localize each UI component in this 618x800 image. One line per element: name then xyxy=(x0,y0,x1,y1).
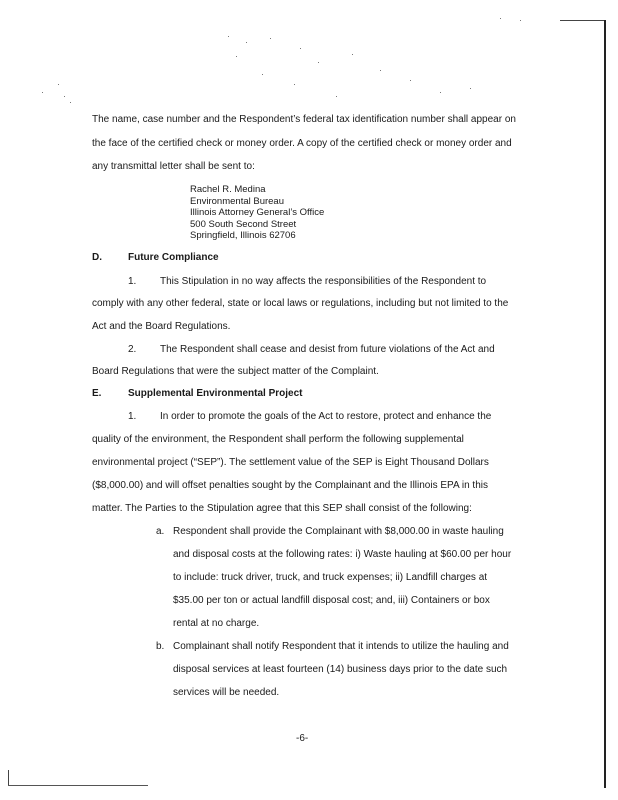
section-e-p1-line: quality of the environment, the Respondent shall perform the following supplemental xyxy=(92,434,464,445)
address-line: Environmental Bureau xyxy=(190,195,284,207)
section-d-p1-line: This Stipulation in no way affects the responsibilities of the Respondent to xyxy=(160,276,487,287)
item-a-line: $35.00 per ton or actual landfill disposal cost; and, iii) Containers or box xyxy=(173,595,490,606)
item-b-label: b. xyxy=(156,641,165,652)
item-a-line: and disposal costs at the following rates: i) Waste hauling at $60.00 per hour xyxy=(173,549,512,560)
section-d-p2-line: Board Regulations that were the subject matter of the Complaint. xyxy=(92,366,379,377)
item-b-line: Complainant shall notify Respondent that it intends to utilize the hauling and xyxy=(173,641,509,652)
intro-line: The name, case number and the Respondent’s federal tax identification number shall appear on xyxy=(92,114,516,125)
scan-edge-bottom xyxy=(8,785,148,786)
section-d-p2-line: The Respondent shall cease and desist from future violations of the Act and xyxy=(160,344,495,355)
section-e-heading: Supplemental Environmental Project xyxy=(128,388,303,399)
intro-line: any transmittal letter shall be sent to: xyxy=(92,161,255,172)
address-line: Springfield, Illinois 62706 xyxy=(190,230,296,241)
section-e-p1-line: In order to promote the goals of the Act to restore, protect and enhance the xyxy=(160,411,492,422)
mailing-address xyxy=(190,184,324,242)
section-d-letter: D. xyxy=(92,252,102,263)
address-line: 500 South Second Street xyxy=(190,218,297,230)
section-d-p1-line: Act and the Board Regulations. xyxy=(92,321,231,332)
item-b-line: disposal services at least fourteen (14) business days prior to the date such xyxy=(173,664,508,675)
scan-edge-top xyxy=(560,20,604,21)
section-d-p1-line: comply with any other federal, state or local laws or regulations, including but not limited to the xyxy=(92,298,509,309)
address-line: Rachel R. Medina xyxy=(190,184,266,195)
item-a-label: a. xyxy=(156,526,165,537)
section-e-p1-line: ($8,000.00) and will offset penalties sought by the Complainant and the Illinois EPA in this xyxy=(92,480,488,491)
section-d-heading: Future Compliance xyxy=(128,252,219,263)
item-a-line: to include: truck driver, truck, and truck expenses; ii) Landfill charges at xyxy=(173,572,488,583)
section-e-p1-line: environmental project (“SEP”). The settlement value of the SEP is Eight Thousand Dollars xyxy=(92,457,489,468)
item-a-line: rental at no charge. xyxy=(173,618,260,629)
section-d-p1-number: 1. xyxy=(128,276,137,287)
section-e-p1-number: 1. xyxy=(128,411,137,422)
section-e-p1-line: matter. The Parties to the Stipulation agree that this SEP shall consist of the following: xyxy=(92,503,472,514)
page-number: -6- xyxy=(296,733,309,744)
section-e-letter: E. xyxy=(92,388,102,399)
scan-edge-left xyxy=(8,770,9,786)
section-d-p2-number: 2. xyxy=(128,344,137,355)
scan-edge-right xyxy=(604,20,606,788)
item-a-line: Respondent shall provide the Complainant with $8,000.00 in waste hauling xyxy=(173,526,504,537)
intro-line: the face of the certified check or money order. A copy of the certified check or money order and xyxy=(92,138,512,149)
item-b-line: services will be needed. xyxy=(173,687,280,698)
address-line: Illinois Attorney General’s Office xyxy=(190,207,325,218)
